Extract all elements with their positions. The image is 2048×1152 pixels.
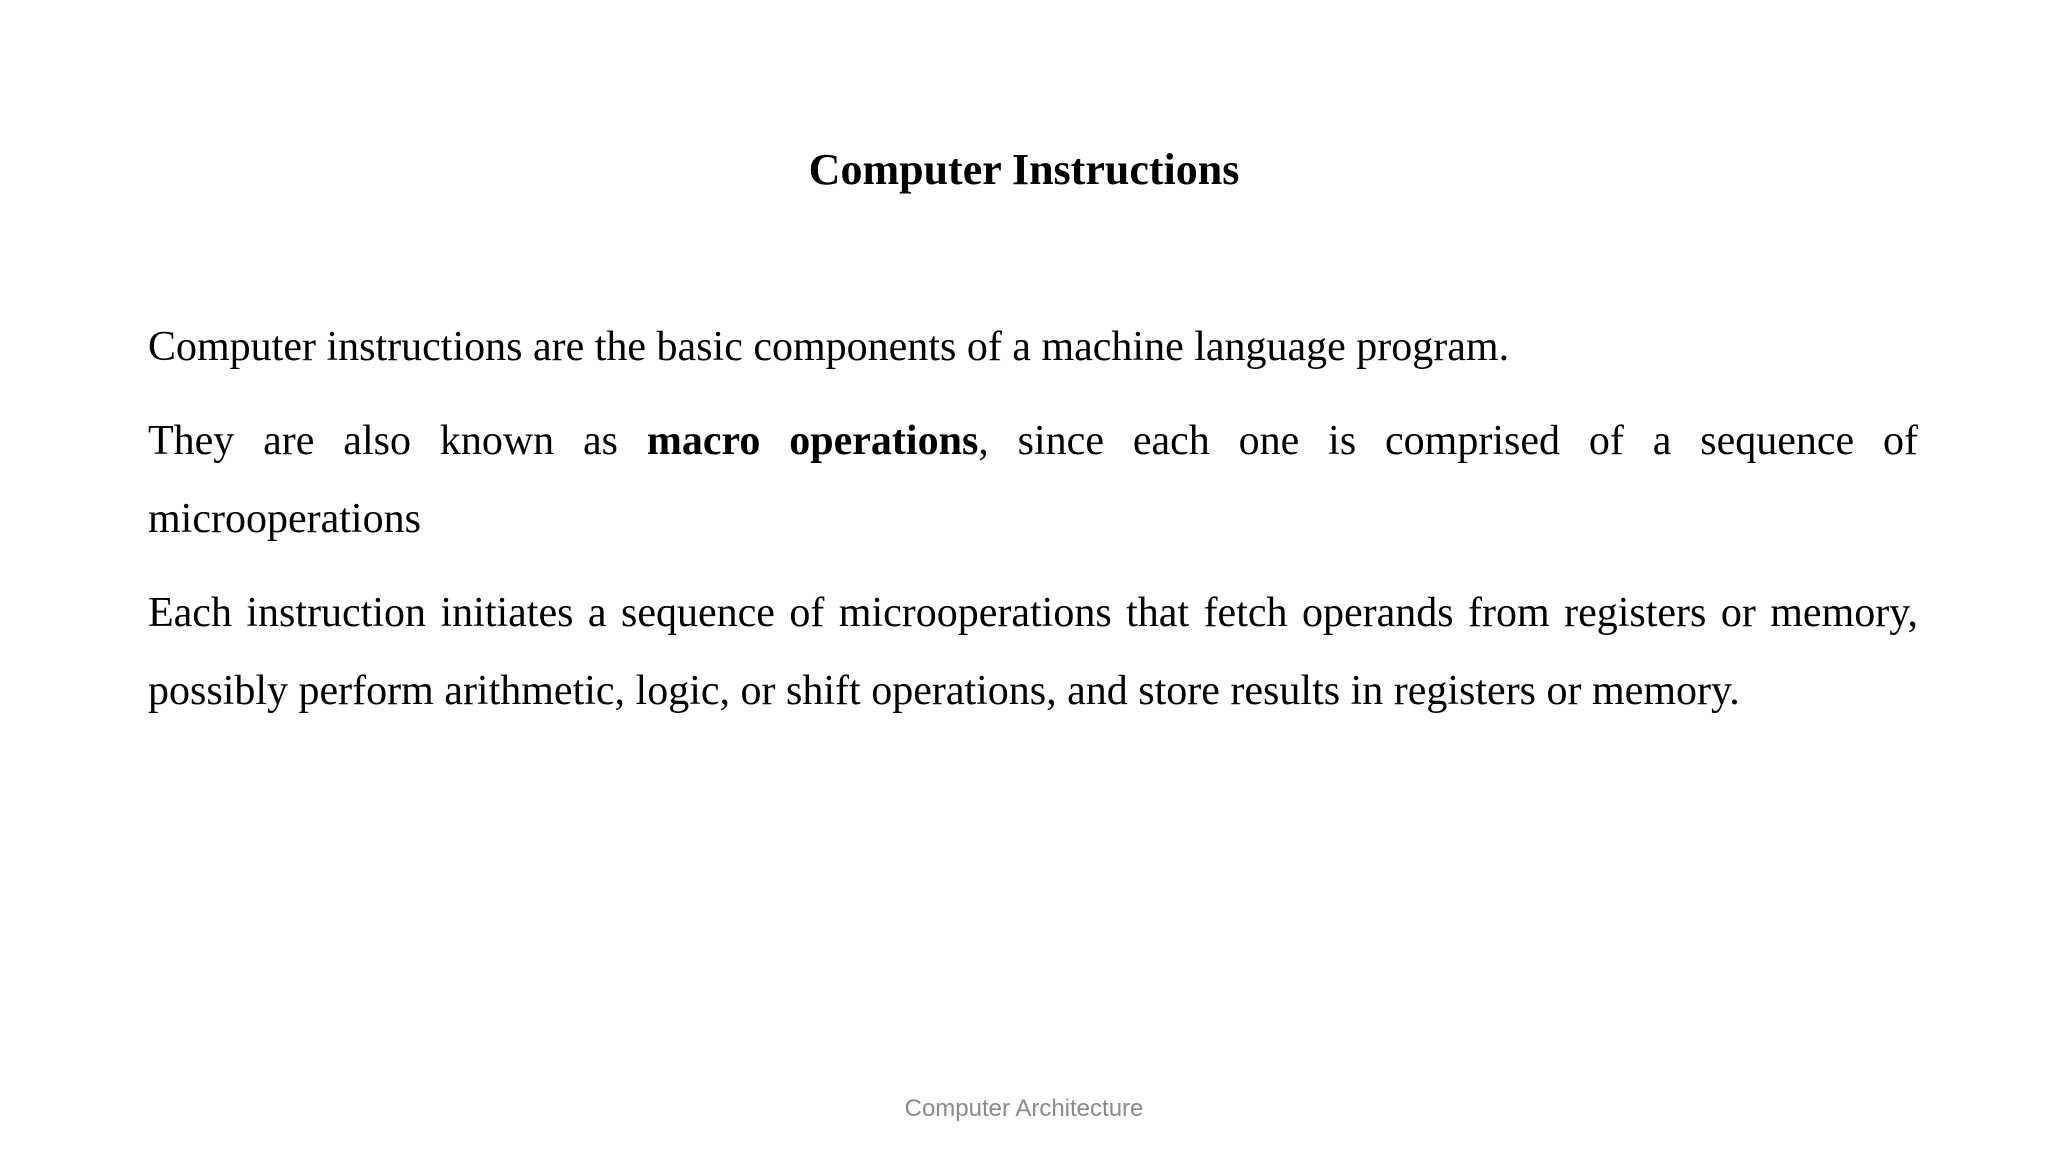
paragraph-macro-operations-after: , since each one is comprised of a sequence of microoperations xyxy=(148,418,1918,542)
slide-title: Computer Instructions xyxy=(808,145,1240,194)
paragraph-macro-operations-before: They are also known as xyxy=(148,418,647,464)
slide-footer: Computer Architecture xyxy=(904,1095,1144,1122)
paragraph-definition: Computer instructions are the basic components of a machine language program. xyxy=(148,324,1510,370)
paragraph-instruction-sequence: Each instruction initiates a sequence of microoperations that fetch operands from registers or memory, possibly perform arithmetic, logic, or shift operations, and store results in registers or memory. xyxy=(148,590,1918,714)
slide-body xyxy=(148,308,1918,746)
paragraph-macro-operations xyxy=(148,402,1918,558)
macro-operations-term: macro operations xyxy=(646,418,979,464)
